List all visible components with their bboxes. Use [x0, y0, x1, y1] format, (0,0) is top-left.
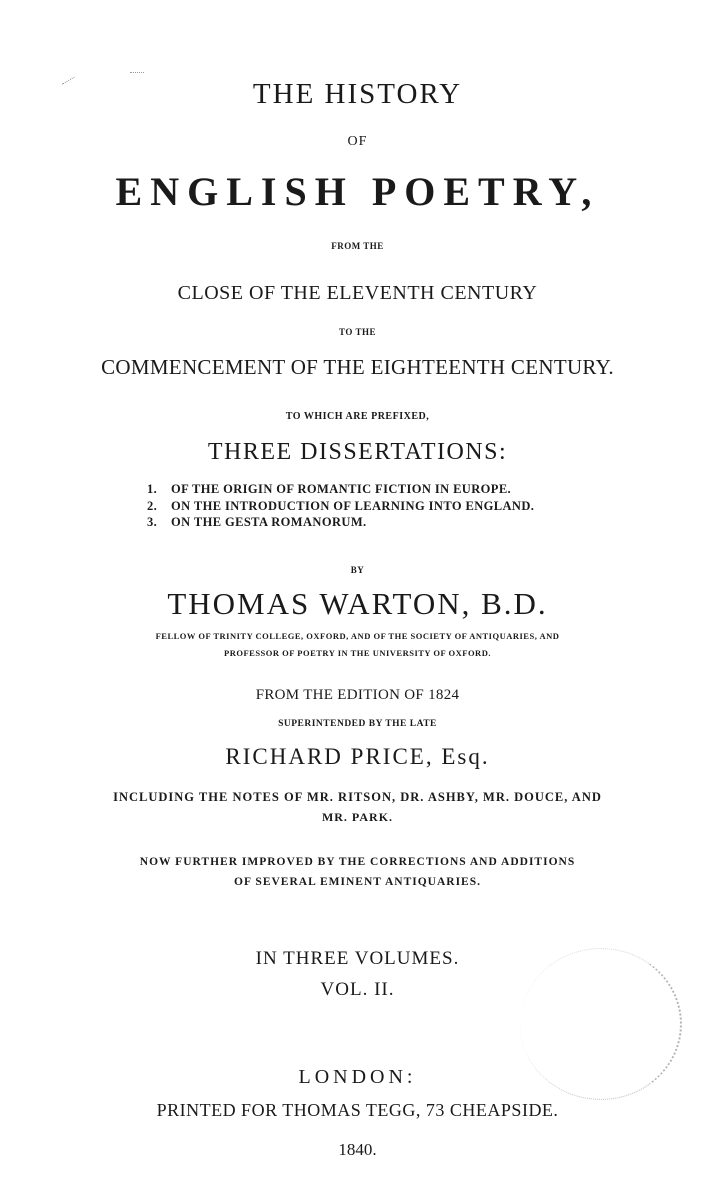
title-line-1: THE HISTORY	[252, 78, 463, 110]
to-the-label: TO THE	[339, 327, 376, 337]
including-notes-1: INCLUDING THE NOTES OF MR. RITSON, DR. ASHBY, MR. DOUCE, AND	[113, 790, 602, 804]
dissertations-list	[147, 481, 534, 531]
prefixed-label: TO WHICH ARE PREFIXED,	[285, 411, 430, 422]
from-the-label: FROM THE	[331, 241, 384, 251]
improved-line-2: OF SEVERAL EMINENT ANTIQUARIES.	[234, 876, 481, 888]
edition-line: FROM THE EDITION OF 1824	[255, 687, 460, 703]
dissertation-text: ON THE GESTA ROMANORUM.	[171, 515, 367, 529]
commencement-line: COMMENCEMENT OF THE EIGHTEENTH CENTURY.	[101, 355, 614, 379]
imprint-year: 1840.	[338, 1140, 377, 1159]
superintended-label: SUPERINTENDED BY THE LATE	[278, 719, 437, 729]
imprint-printer: PRINTED FOR THOMAS TEGG, 73 CHEAPSIDE.	[156, 1100, 559, 1120]
dissertation-text: ON THE INTRODUCTION OF LEARNING INTO ENGLAND.	[171, 498, 535, 513]
editor-name: RICHARD PRICE, Esq.	[225, 744, 490, 769]
dissertation-item	[147, 514, 534, 531]
imprint-place: LONDON:	[298, 1066, 417, 1088]
dissertation-number: 3.	[147, 515, 158, 529]
dissertation-item	[147, 498, 534, 515]
dissertation-number: 1.	[147, 482, 158, 496]
dissertation-text: OF THE ORIGIN OF ROMANTIC FICTION IN EUROPE.	[171, 482, 512, 496]
author-credentials-2: PROFESSOR OF POETRY IN THE UNIVERSITY OF OXFORD.	[224, 648, 491, 658]
close-of-century: CLOSE OF THE ELEVENTH CENTURY	[177, 282, 538, 304]
dissertations-heading: THREE DISSERTATIONS:	[207, 439, 508, 465]
author-name: THOMAS WARTON, B.D.	[167, 586, 548, 621]
ink-speck-icon	[130, 72, 144, 76]
library-stamp-icon	[520, 948, 682, 1100]
improved-line-1: NOW FURTHER IMPROVED BY THE CORRECTIONS AND ADDITIONS	[139, 856, 576, 868]
title-of: OF	[347, 134, 368, 149]
dissertation-item	[147, 481, 534, 498]
dissertation-number: 2.	[147, 498, 158, 513]
volumes-line: IN THREE VOLUMES.	[255, 948, 460, 969]
including-notes-2: MR. PARK.	[321, 810, 394, 824]
author-credentials-1: FELLOW OF TRINITY COLLEGE, OXFORD, AND OF THE SOCIETY OF ANTIQUARIES, AND	[155, 631, 560, 641]
title-line-2: ENGLISH POETRY,	[115, 169, 600, 214]
volume-number: VOL. II.	[320, 979, 395, 1000]
by-label: BY	[350, 565, 365, 575]
